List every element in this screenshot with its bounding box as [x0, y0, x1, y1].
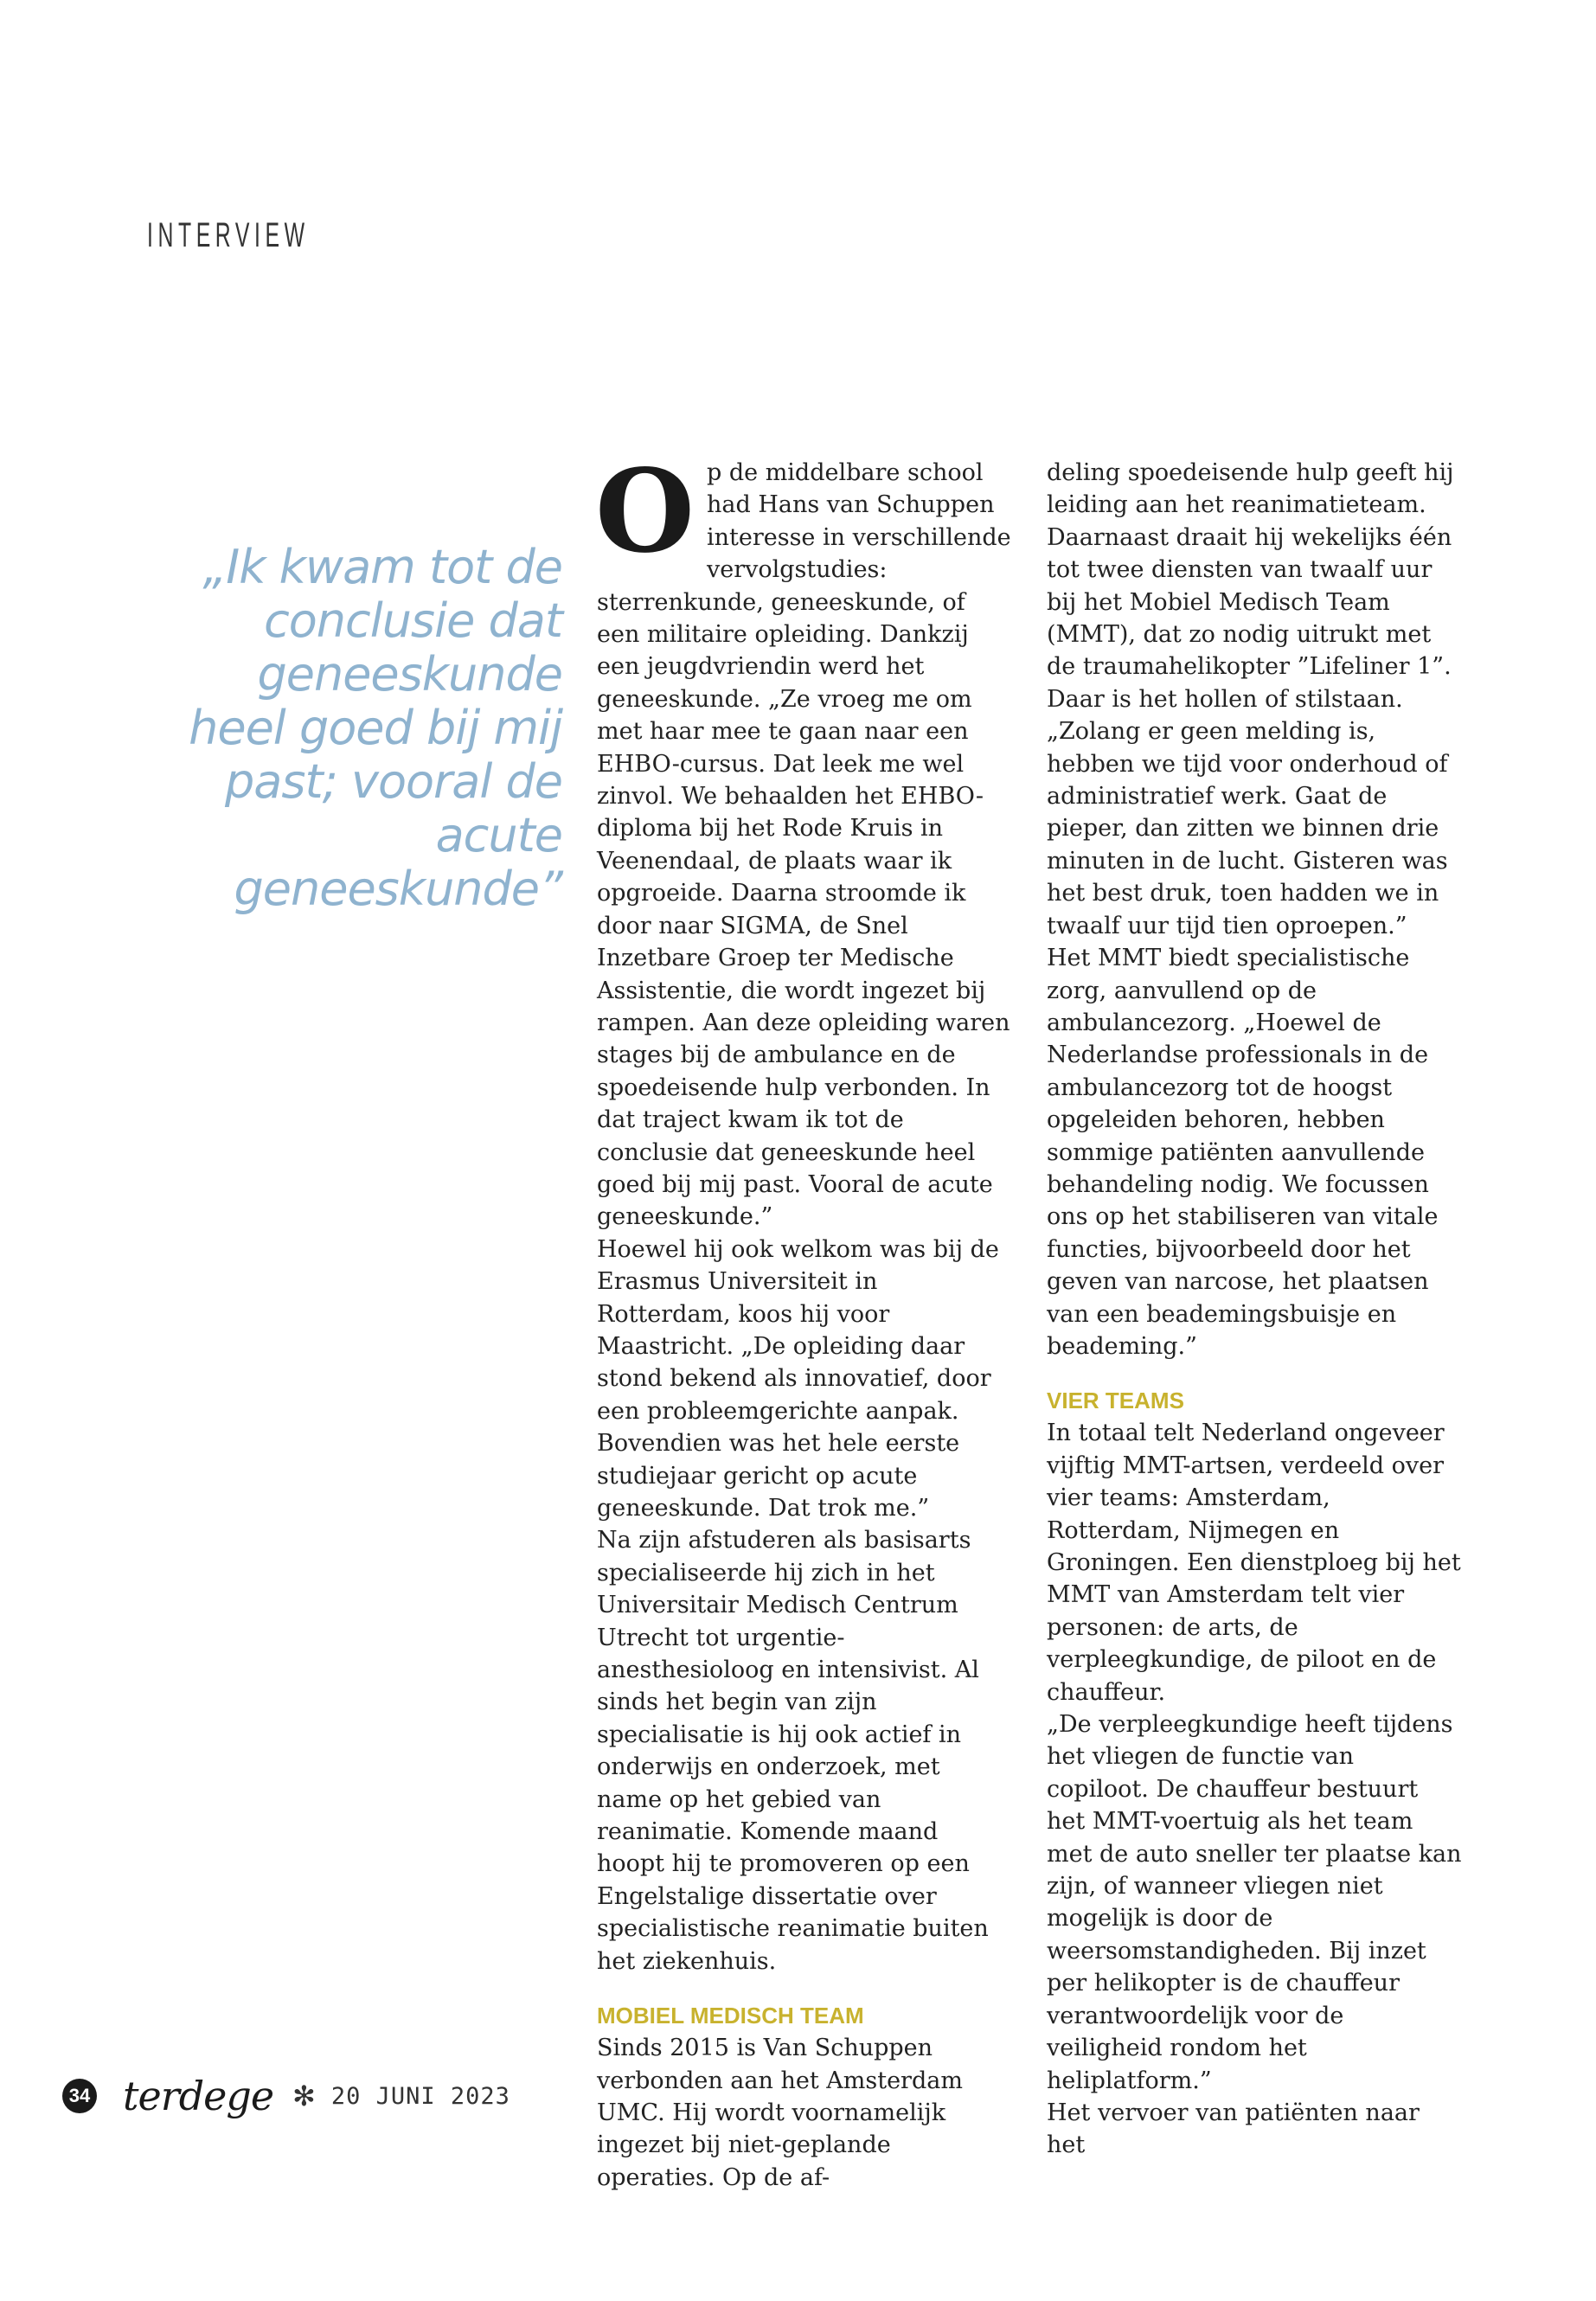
paragraph: Het MMT biedt specialistische zorg, aanvullend op de ambulancezorg. „Hoewel de Nederlandse professionals in de ambulancezorg tot de hoogst opgeleiden behoren, hebben sommige patiënten aanvullende behandeling nodig. We focussen ons op het stabiliseren van vitale functies, bijvoorbeeld door het geven van narcose, het plaatsen van een beademingsbuisje en beademing.”: [1047, 945, 1439, 1360]
subheading: VIER TEAMS: [1047, 1388, 1184, 1414]
magazine-logo: terdege: [123, 2073, 274, 2119]
paragraph: Het vervoer van patiënten naar het: [1047, 2099, 1420, 2159]
paragraph: Hoewel hij ook welkom was bij de Erasmus Universiteit in Rotterdam, koos hij voor Maastricht. „De opleiding daar stond bekend als innovatief, door een probleemgerichte aanpak. Bovendien was het hele eerste studiejaar gericht op acute geneeskunde. Dat trok me.”: [597, 1235, 999, 1522]
paragraph: Na zijn afstuderen als basisarts specialiseerde hij zich in het Universitair Medisch Centrum Utrecht tot urgentie-anesthesioloog en intensivist. Al sinds het begin van zijn specialisatie is hij ook actief in onderwijs en onderzoek, met name op het gebied van reanimatie. Komende maand hoopt hij te promoveren op een Engelstalige dissertatie over specialistische reanimatie buiten het ziekenhuis.: [597, 1527, 989, 1975]
paragraph: deling spoedeisende hulp geeft hij leiding aan het reanimatieteam. Daarnaast draait hij wekelijks één tot twee diensten van twaalf uur bij het Mobiel Medisch Team (MMT), dat zo nodig uitrukt met de traumahelikopter ”Lifeliner 1”. Daar is het hollen of stilstaan. „Zolang er geen melding is, hebben we tijd voor onderhoud of administratief werk. Gaat de pieper, dan zitten we binnen drie minuten in de lucht. Gisteren was het best druk, toen hadden we in twaalf uur tijd tien oproepen.”: [1047, 459, 1454, 939]
paragraph: Sinds 2015 is Van Schuppen verbonden aan het Amsterdam UMC. Hij wordt voornamelijk ingezet bij niet-geplande operaties. Op de af-: [597, 2035, 963, 2191]
intro-paragraph: Op de middelbare school had Hans van Schuppen interesse in verschillende vervolgstudies: sterrenkunde, geneeskunde, of een militaire opleiding. Dankzij een jeugdvriendin werd het geneeskunde. „Ze vroeg me om met haar mee te gaan naar een EHBO-cursus. Dat leek me wel zinvol. We behaalden het EHBO-diploma bij het Rode Kruis in Veenendaal, de plaats waar ik opgroeide. Daarna stroomde ik door naar SIGMA, de Snel Inzetbare Groep ter Medische Assistentie, die wordt ingezet bij rampen. Aan deze opleiding waren stages bij de ambulance en de spoedeisende hulp verbonden. In dat traject kwam ik tot de conclusie dat geneeskunde heel goed bij mij past. Vooral de acute geneeskunde.”: [595, 445, 1011, 1231]
subheading: MOBIEL MEDISCH TEAM: [597, 2003, 864, 2029]
pull-quote: „Ik kwam tot de conclusie dat geneeskunde heel goed bij mij past; vooral de acute geneeskunde”: [189, 540, 562, 916]
page-footer: [62, 2073, 510, 2119]
section-label: INTERVIEW: [147, 216, 310, 254]
article-column-1: [595, 445, 1012, 2194]
issue-date: 20 JUNI 2023: [330, 2082, 510, 2110]
article-column-2: [1047, 457, 1462, 2162]
asterisk-icon: ✻: [292, 2080, 316, 2112]
drop-cap: O: [595, 445, 695, 579]
paragraph: In totaal telt Nederland ongeveer vijftig MMT-artsen, verdeeld over vier teams: Amsterdam, Rotterdam, Nijmegen en Groningen. Een dienstploeg bij het MMT van Amsterdam telt vier personen: de arts, de verpleegkundige, de piloot en de chauffeur.: [1047, 1420, 1461, 1706]
paragraph: „De verpleegkundige heeft tijdens het vliegen de functie van copiloot. De chauffeur bestuurt het MMT-voertuig als het team met de auto sneller ter plaatse kan zijn, of wanneer vliegen niet mogelijk is door de weersomstandigheden. Bij inzet per helikopter is de chauffeur verantwoordelijk voor de veiligheid rondom het heliplatform.”: [1047, 1711, 1462, 2094]
page-number: 34: [62, 2079, 97, 2113]
